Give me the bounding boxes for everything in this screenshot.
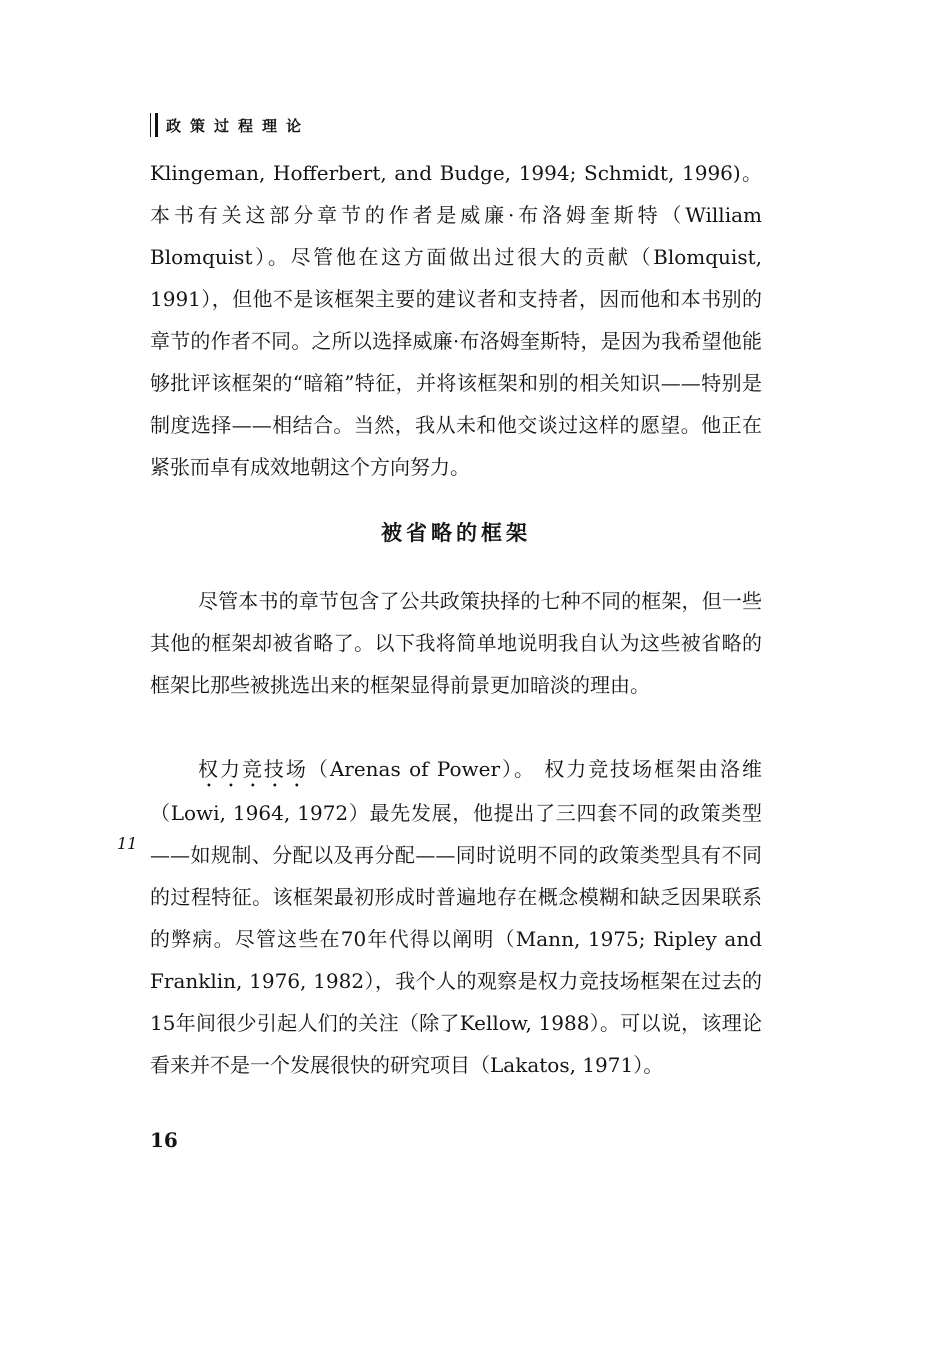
margin-page-reference: 11 <box>117 834 138 853</box>
header-bar-mark <box>150 113 158 137</box>
emphasized-term: 权力竞技场 <box>198 757 308 781</box>
paragraph-blomquist: Klingeman, Hofferbert, and Budge, 1994; Schmidt, 1996)。本书有关这部分章节的作者是威廉·布洛姆奎斯特（William Blomquist）。尽管他在这方面做出过很大的贡献（Blomquist, 1991），但他不是该框架主要的建议者和支持者，因而他和本书别的章节的作者不同。之所以选择威廉·布洛姆奎斯特，是因为我希望他能够批评该框架的“暗箱”特征，并将该框架和别的相关知识——特别是制度选择——相结合。当然，我从未和他交谈过这样的愿望。他正在紧张而卓有成效地朝这个方向努力。 <box>150 161 762 479</box>
running-header <box>150 113 310 137</box>
paragraph-omitted-frameworks: 尽管本书的章节包含了公共政策抉择的七种不同的框架，但一些其他的框架却被省略了。以下我将简单地说明我自认为这些被省略的框架比那些被挑选出来的框架显得前景更加暗淡的理由。 <box>150 589 762 697</box>
running-header-title: 政策过程理论 <box>166 116 311 135</box>
paragraph-arenas-of-power <box>150 748 762 1086</box>
page-number: 16 <box>150 1128 178 1152</box>
section-heading: 被省略的框架 <box>381 520 531 545</box>
paragraph-arenas-body: （Arenas of Power）。 权力竞技场框架由洛维（Lowi, 1964, 1972）最先发展，他提出了三四套不同的政策类型——如规制、分配以及再分配——同时说明不同的政策类型具有不同的过程特征。该框架最初形成时普遍地存在概念模糊和缺乏因果联系的弊病。尽管这些在70年代得以阐明（Mann, 1975; Ripley and Franklin, 1976, 1982），我个人的观察是权力竞技场框架在过去的15年间很少引起人们的关注（除了Kellow, 1988）。可以说，该理论看来并不是一个发展很快的研究项目（Lakatos, 1971）。 <box>150 757 762 1077</box>
